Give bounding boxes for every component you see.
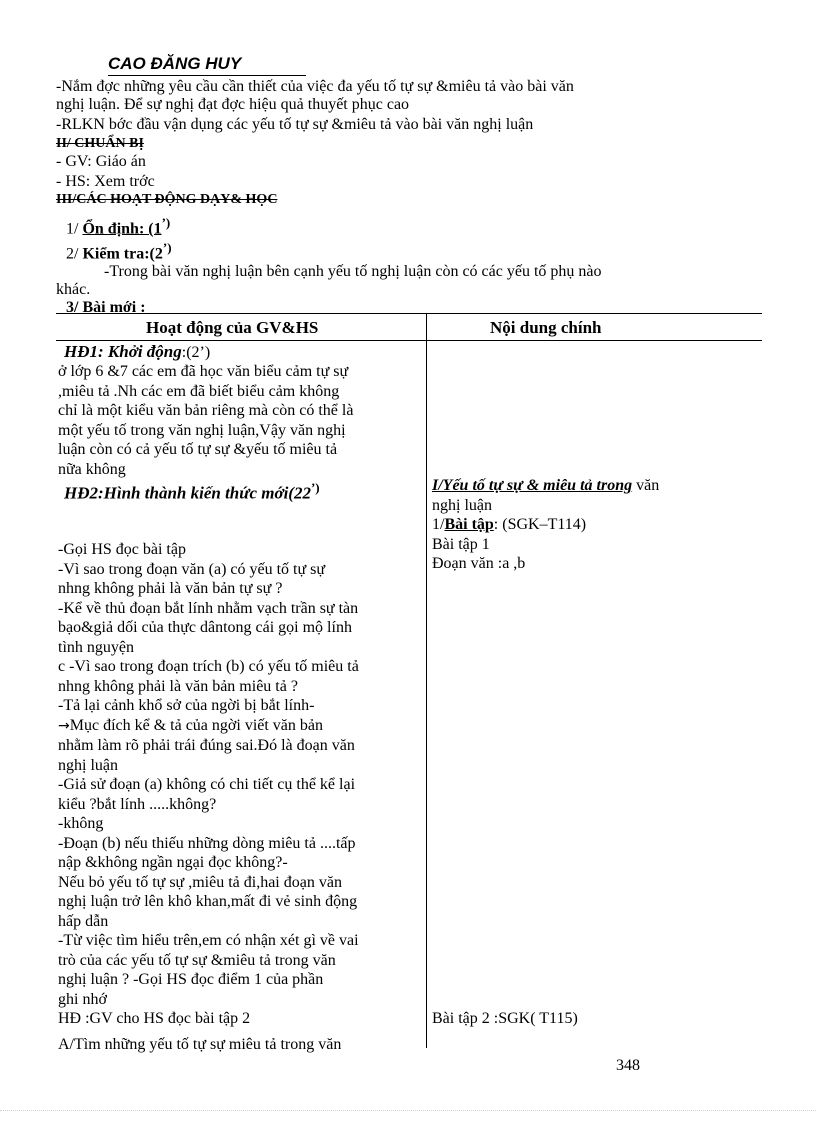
list-item: kiểu ?bắt lính .....không? xyxy=(58,795,217,813)
list-item: -Kể về thủ đoạn bắt lính nhằm vạch trần sự tàn xyxy=(58,599,359,617)
list-item: c -Vì sao trong đoạn trích (b) có yếu tố miêu tả xyxy=(58,658,359,675)
list-item: nhng không phải là văn bản tự sự ? xyxy=(58,580,283,597)
table-column-separator xyxy=(426,313,427,1048)
list-item: trò của các yếu tố tự sự &miêu tả trong văn xyxy=(58,951,336,969)
page-bottom-divider xyxy=(0,1110,816,1111)
list-item: -Đoạn (b) nếu thiếu những dòng miêu tả ....tấp xyxy=(58,834,356,852)
list-item: HĐ :GV cho HS đọc bài tập 2 xyxy=(58,1010,251,1027)
check-question-line-1: -Trong bài văn nghị luận bên cạnh yếu tố nghị luận còn có các yếu tố phụ nào xyxy=(104,263,602,280)
prep-teacher: - GV: Giáo án xyxy=(56,153,146,170)
section-2-title: II/ CHUẨN BỊ xyxy=(56,136,144,151)
list-item: -Tả lại cảnh khổ sở của ngời bị bắt lính- xyxy=(58,697,315,714)
step-3: 3/ Bài mới : xyxy=(66,299,146,316)
list-item: nghị luận trở lên khô khan,mất đi vẻ sinh động xyxy=(58,893,358,910)
list-item: tình nguyện xyxy=(58,638,134,656)
arrow-right-icon: → xyxy=(58,717,70,734)
author-name: CAO ĐĂNG HUY xyxy=(108,54,241,74)
objective-line-2: nghị luận. Để sự nghị đạt đợc hiệu quả thuyết phục cao xyxy=(56,96,410,113)
author-underline xyxy=(108,75,306,76)
hd1-text: ở lớp 6 &7 các em đã học văn biểu cảm tự sự ,miêu tả .Nh các em đã biết biểu cảm không chỉ là một kiểu văn bản riêng mà còn có thể là một yếu tố trong văn nghị luận,Vậy văn nghị luận còn có cả yếu tố tự sự &yếu tố miêu tả nữa không xyxy=(58,363,354,478)
list-item: nghị luận xyxy=(58,756,118,774)
objective-line-3: -RLKN bớc đầu vận dụng các yếu tố tự sự &miêu tả vào bài văn nghị luận xyxy=(56,116,534,133)
list-item: -không xyxy=(58,815,104,832)
table-top-border xyxy=(56,313,762,314)
hd2-activities xyxy=(58,540,418,1054)
hd1-title: HĐ1: Khởi động:(2’) xyxy=(64,342,211,361)
list-item: hấp dẫn xyxy=(58,912,109,930)
list-item: →Mục đích kể & tả của ngời viết văn bản xyxy=(58,716,324,734)
list-item: nập &không ngần ngại đọc không?- xyxy=(58,854,288,871)
hd2-title: HĐ2:Hình thành kiến thức mới(22’) xyxy=(64,480,320,503)
list-item: bạo&giả dối của thực dântong cái gọi mộ lính xyxy=(58,619,352,636)
table-header-content: Nội dung chính xyxy=(490,318,602,337)
content-exercise-2: Bài tập 2 :SGK( T115) xyxy=(432,1010,578,1027)
list-item: A/Tìm những yếu tố tự sự miêu tả trong văn xyxy=(58,1035,342,1053)
prep-student: - HS: Xem trớc xyxy=(56,173,155,190)
list-item: ghi nhớ xyxy=(58,990,107,1008)
list-item: -Từ việc tìm hiểu trên,em có nhận xét gì về vai xyxy=(58,932,359,949)
step-2: 2/ Kiểm tra:(2’) xyxy=(66,240,172,263)
step-1: 1/ Ổn định: (1’) xyxy=(66,215,171,238)
list-item: nhằm làm rõ phải trái đúng sai.Đó là đoạn văn xyxy=(58,737,355,754)
list-item: nghị luận ? -Gọi HS đọc điểm 1 của phần xyxy=(58,971,324,988)
list-item: -Giả sử đoạn (a) không có chi tiết cụ thể kể lại xyxy=(58,776,356,793)
table-header-activities: Hoạt động của GV&HS xyxy=(146,318,319,337)
list-item: -Vì sao trong đoạn văn (a) có yếu tố tự sự xyxy=(58,560,326,578)
page-number: 348 xyxy=(616,1057,640,1074)
list-item: Nếu bỏ yếu tố tự sự ,miêu tả đi,hai đoạn văn xyxy=(58,873,342,891)
list-item: -Gọi HS đọc bài tập xyxy=(58,541,186,558)
table-header-border xyxy=(56,340,762,341)
content-heading: I/Yếu tố tự sự & miêu tả trong văn nghị luận 1/Bài tập: (SGK–T114) Bài tập 1 Đoạn văn :a ,b xyxy=(432,477,660,572)
check-question-line-2: khác. xyxy=(56,281,91,298)
section-3-title: III/CÁC HOẠT ĐỘNG DẠY& HỌC xyxy=(56,192,278,207)
list-item: nhng không phải là văn bản miêu tả ? xyxy=(58,677,298,695)
objective-line-1: -Nắm đợc những yêu cầu cần thiết của việc đa yếu tố tự sự &miêu tả vào bài văn xyxy=(56,78,574,95)
